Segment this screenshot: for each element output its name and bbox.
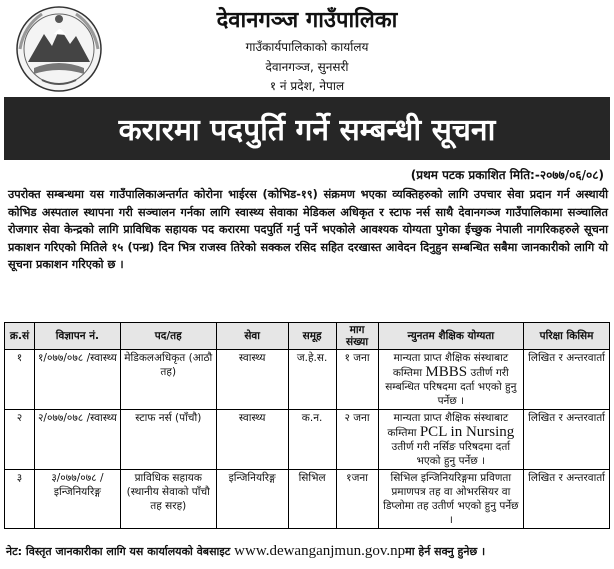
cell-service: स्वास्थ्य bbox=[216, 410, 288, 470]
table-row bbox=[5, 350, 610, 410]
qualification-text-end: उतीर्ण गरी सम्बन्धित परिषदमा दर्ता भएको हुनु पर्नेछ । bbox=[385, 367, 517, 407]
col-post-header: पद/तह bbox=[120, 323, 216, 350]
col-sn-header: क्र.सं bbox=[5, 323, 35, 350]
cell-ad-no: ३/०७७/०७८ /इन्जिनियरिङ्ग bbox=[34, 470, 120, 529]
qualification-text: मान्यता प्राप्त शैक्षिक संस्थाबाट कम्तिमा bbox=[387, 412, 509, 439]
cell-post: स्टाफ नर्स (पाँचौ) bbox=[120, 410, 216, 470]
table-header-row bbox=[5, 323, 610, 350]
cell-service: स्वास्थ्य bbox=[216, 350, 288, 410]
qualification-text-end: उतीर्ण गरी नर्सिङ परिषदमा दर्ता भएको हुनु पर्नेछ । bbox=[391, 441, 511, 467]
qualification-text: मान्यता प्राप्त शैक्षिक संस्थाबाट कम्तिमा bbox=[392, 352, 509, 379]
cell-exam: लिखित र अन्तरवार्ता bbox=[524, 470, 610, 529]
col-qualification-header: न्युनतम शैक्षिक योग्यता bbox=[378, 323, 524, 350]
cell-qualification bbox=[378, 350, 524, 410]
cell-ad-no: २/०७७/०७८ /स्वास्थ्य bbox=[34, 410, 120, 470]
cell-ad-no: १/०७७/०७८ /स्वास्थ्य bbox=[34, 350, 120, 410]
cell-group: सिभिल bbox=[288, 470, 336, 529]
office-location: देवानगञ्ज, सुनसरी bbox=[265, 60, 349, 74]
col-service-header: सेवा bbox=[216, 323, 288, 350]
cell-sn: २ bbox=[5, 410, 35, 470]
cell-exam: लिखित र अन्तरवार्ता bbox=[524, 410, 610, 470]
cell-demand: २ जना bbox=[336, 410, 378, 470]
cell-demand: १जना bbox=[336, 470, 378, 529]
col-ad-no-header: विज्ञापन नं. bbox=[34, 323, 120, 350]
cell-post: प्राविधिक सहायक (स्थानीय सेवाको पाँचौ तह सरह) bbox=[120, 470, 216, 529]
notice-body: उपरोक्त सम्बन्धमा यस गाउँपालिकाअन्तर्गत कोरोना भाईरस (कोभिड-१९) संक्रमण भएका व्यक्तिहरुको लागि उपचार सेवा प्रदान गर्न अस्थायी कोभिड अस्पताल स्थापना गरी सञ्चालन गर्नका लागि स्वास्थ्य सेवाका मेडिकल अधिकृत र स्टाफ नर्स साथै देवानगञ्ज गाउँपालिकामा सञ्चालित रोजगार सेवा केन्द्रको लागि प्राविधिक सहायक पद करारमा पदपुर्ति गर्नु पर्ने भएकोले आवश्यक योग्यता पुगेका ईच्छुक नेपाली नागरिकहरुले सूचना प्रकाशन गरिएको मितिले १५ (पन्ध्र) दिन भित्र राजस्व तिरेको सक्कल रसिद सहित दरखास्त आवेदन दिनुहुन सम्बन्धित सबैमा जानकारीको लागि यो सूचना प्रकाशन गरिएको छ । bbox=[8, 188, 608, 272]
table-row bbox=[5, 410, 610, 470]
letterhead bbox=[0, 0, 614, 96]
cell-sn: ३ bbox=[5, 470, 35, 529]
cell-group: क.न. bbox=[288, 410, 336, 470]
municipality-title: देवानगञ्ज गाउँपालिका bbox=[216, 8, 398, 33]
vacancy-table bbox=[4, 322, 610, 529]
qualification-text: सिभिल इन्जिनियरिङ्गमा प्रविणता प्रमाणपत्र तह वा ओभरसियर वा डिप्लोमा तह उतीर्ण भएको हुनु पर्नेछ । bbox=[383, 472, 519, 526]
cell-post: मेडिकलअधिकृत (आठौ तह) bbox=[120, 350, 216, 410]
col-exam-header: परिक्षा किसिम bbox=[524, 323, 610, 350]
cell-group: ज.हे.स. bbox=[288, 350, 336, 410]
footer-note-prefix: नेट: विस्तृत जानकारीका लागि यस कार्यालयको वेबसाइट bbox=[6, 545, 231, 558]
cell-sn: १ bbox=[5, 350, 35, 410]
notice-banner: करारमा पदपुर्ति गर्ने सम्बन्धी सूचना bbox=[4, 97, 610, 160]
footer-note bbox=[6, 543, 485, 560]
cell-qualification bbox=[378, 410, 524, 470]
qualification-degree: MBBS bbox=[425, 364, 468, 380]
col-group-header: समूह bbox=[288, 323, 336, 350]
cell-demand: १ जना bbox=[336, 350, 378, 410]
office-province: १ नं प्रदेश, नेपाल bbox=[269, 79, 345, 93]
col-demand-header: माग संख्या bbox=[336, 323, 378, 350]
website-link[interactable]: www.dewanganjmun.gov.np bbox=[234, 543, 406, 559]
office-name: गाउँकार्यपालिकाको कार्यालय bbox=[245, 40, 369, 54]
cell-qualification bbox=[378, 470, 524, 529]
publish-date: (प्रथम पटक प्रकाशित मिति:-२०७७/०६/०८) bbox=[410, 168, 604, 182]
qualification-degree: PCL in Nursing bbox=[419, 424, 515, 440]
cell-exam: लिखित र अन्तरवार्ता bbox=[524, 350, 610, 410]
cell-service: इन्जिनियरिङ्ग bbox=[216, 470, 288, 529]
table-row bbox=[5, 470, 610, 529]
footer-note-suffix: मा हेर्न सक्नु हुनेछ । bbox=[405, 545, 486, 558]
